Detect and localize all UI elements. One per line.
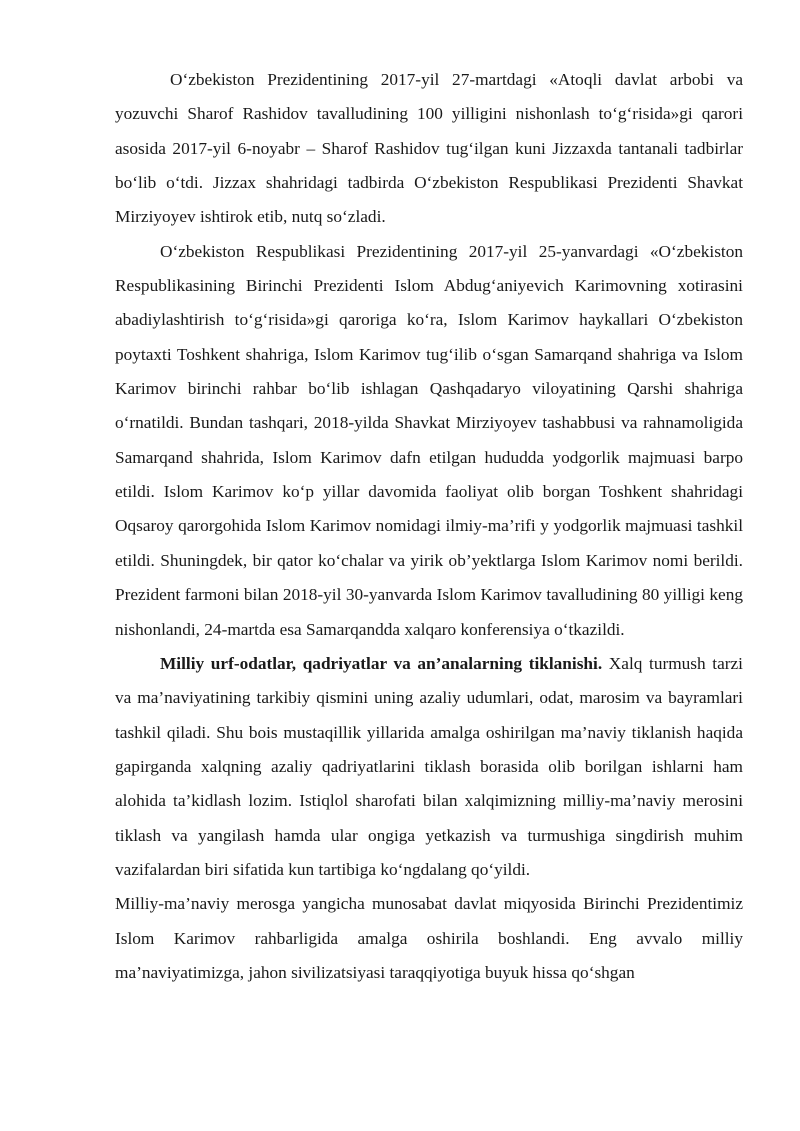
document-page: [115, 63, 743, 990]
paragraph-traditions-text: Xalq turmush tarzi va ma’naviyatining tarkibiy qismini uning azaliy udumlari, odat, marosim va bayramlari tashkil qiladi. Shu bois mustaqillik yillarida amalga oshirilgan ma’naviy tiklanish haqida gapirganda xalqning azaliy qadriyatlarini tiklash borasida olib borilgan ishlarni ham alohida ta’kidlash lozim. Istiqlol sharofati bilan xalqimizning milliy-ma’naviy merosini tiklash va yangilash hamda ular ongiga yetkazish va turmushiga singdirish muhim vazifalardan biri sifatida kun tartibiga ko‘ngdalang qo‘yildi.: [115, 653, 743, 879]
paragraph-sharof-rashidov: O‘zbekiston Prezidentining 2017-yil 27-martdagi «Atoqli davlat arbobi va yozuvchi Sharof Rashidov tavalludining 100 yilligini nishonlash to‘g‘risida»gi qarori asosida 2017-yil 6-noyabr – Sharof Rashidov tug‘ilgan kuni Jizzaxda tantanali tadbirlar bo‘lib o‘tdi. Jizzax shahridagi tadbirda O‘zbekiston Respublikasi Prezidenti Shavkat Mirziyoyev ishtirok etib, nutq so‘zladi.: [115, 70, 743, 227]
paragraph-islom-karimov: O‘zbekiston Respublikasi Prezidentining 2017-yil 25-yanvardagi «O‘zbekiston Respublikasining Birinchi Prezidenti Islom Abdug‘aniyevich Karimovning xotirasini abadiylashtirish to‘g‘risida»gi qaroriga ko‘ra, Islom Karimov haykallari O‘zbekiston poytaxti Toshkent shahriga, Islom Karimov tug‘ilib o‘sgan Samarqand shahriga va Islom Karimov birinchi rahbar bo‘lib ishlagan Qashqadaryo viloyatining Qarshi shahriga o‘rnatildi. Bundan tashqari, 2018-yilda Shavkat Mirziyoyev tashabbusi va rahnamoligida Samarqand shahrida, Islom Karimov dafn etilgan hududda yodgorlik majmuasi barpo etildi. Islom Karimov ko‘p yillar davomida faoliyat olib borgan Toshkent shahridagi Oqsaroy qarorgohida Islom Karimov nomidagi ilmiy-ma’rifi y yodgorlik majmuasi tashkil etildi. Shuningdek, bir qator ko‘chalar va yirik ob’yektlarga Islom Karimov nomi berildi. Prezident farmoni bilan 2018-yil 30-yanvarda Islom Karimov tavalludining 80 yilligi keng nishonlandi, 24-martda esa Samarqandda xalqaro konferensiya o‘tkazildi.: [115, 241, 743, 639]
paragraph-traditions: [115, 647, 743, 887]
section-heading: Milliy urf-odatlar, qadriyatlar va an’analarning tiklanishi.: [160, 653, 603, 673]
paragraph-heritage: Milliy-ma’naviy merosga yangicha munosabat davlat miqyosida Birinchi Prezidentimiz Islom Karimov rahbarligida amalga oshirila boshlandi. Eng avvalo milliy ma’naviyatimizga, jahon sivilizatsiyasi taraqqiyotiga buyuk hissa qo‘shgan: [115, 894, 743, 982]
